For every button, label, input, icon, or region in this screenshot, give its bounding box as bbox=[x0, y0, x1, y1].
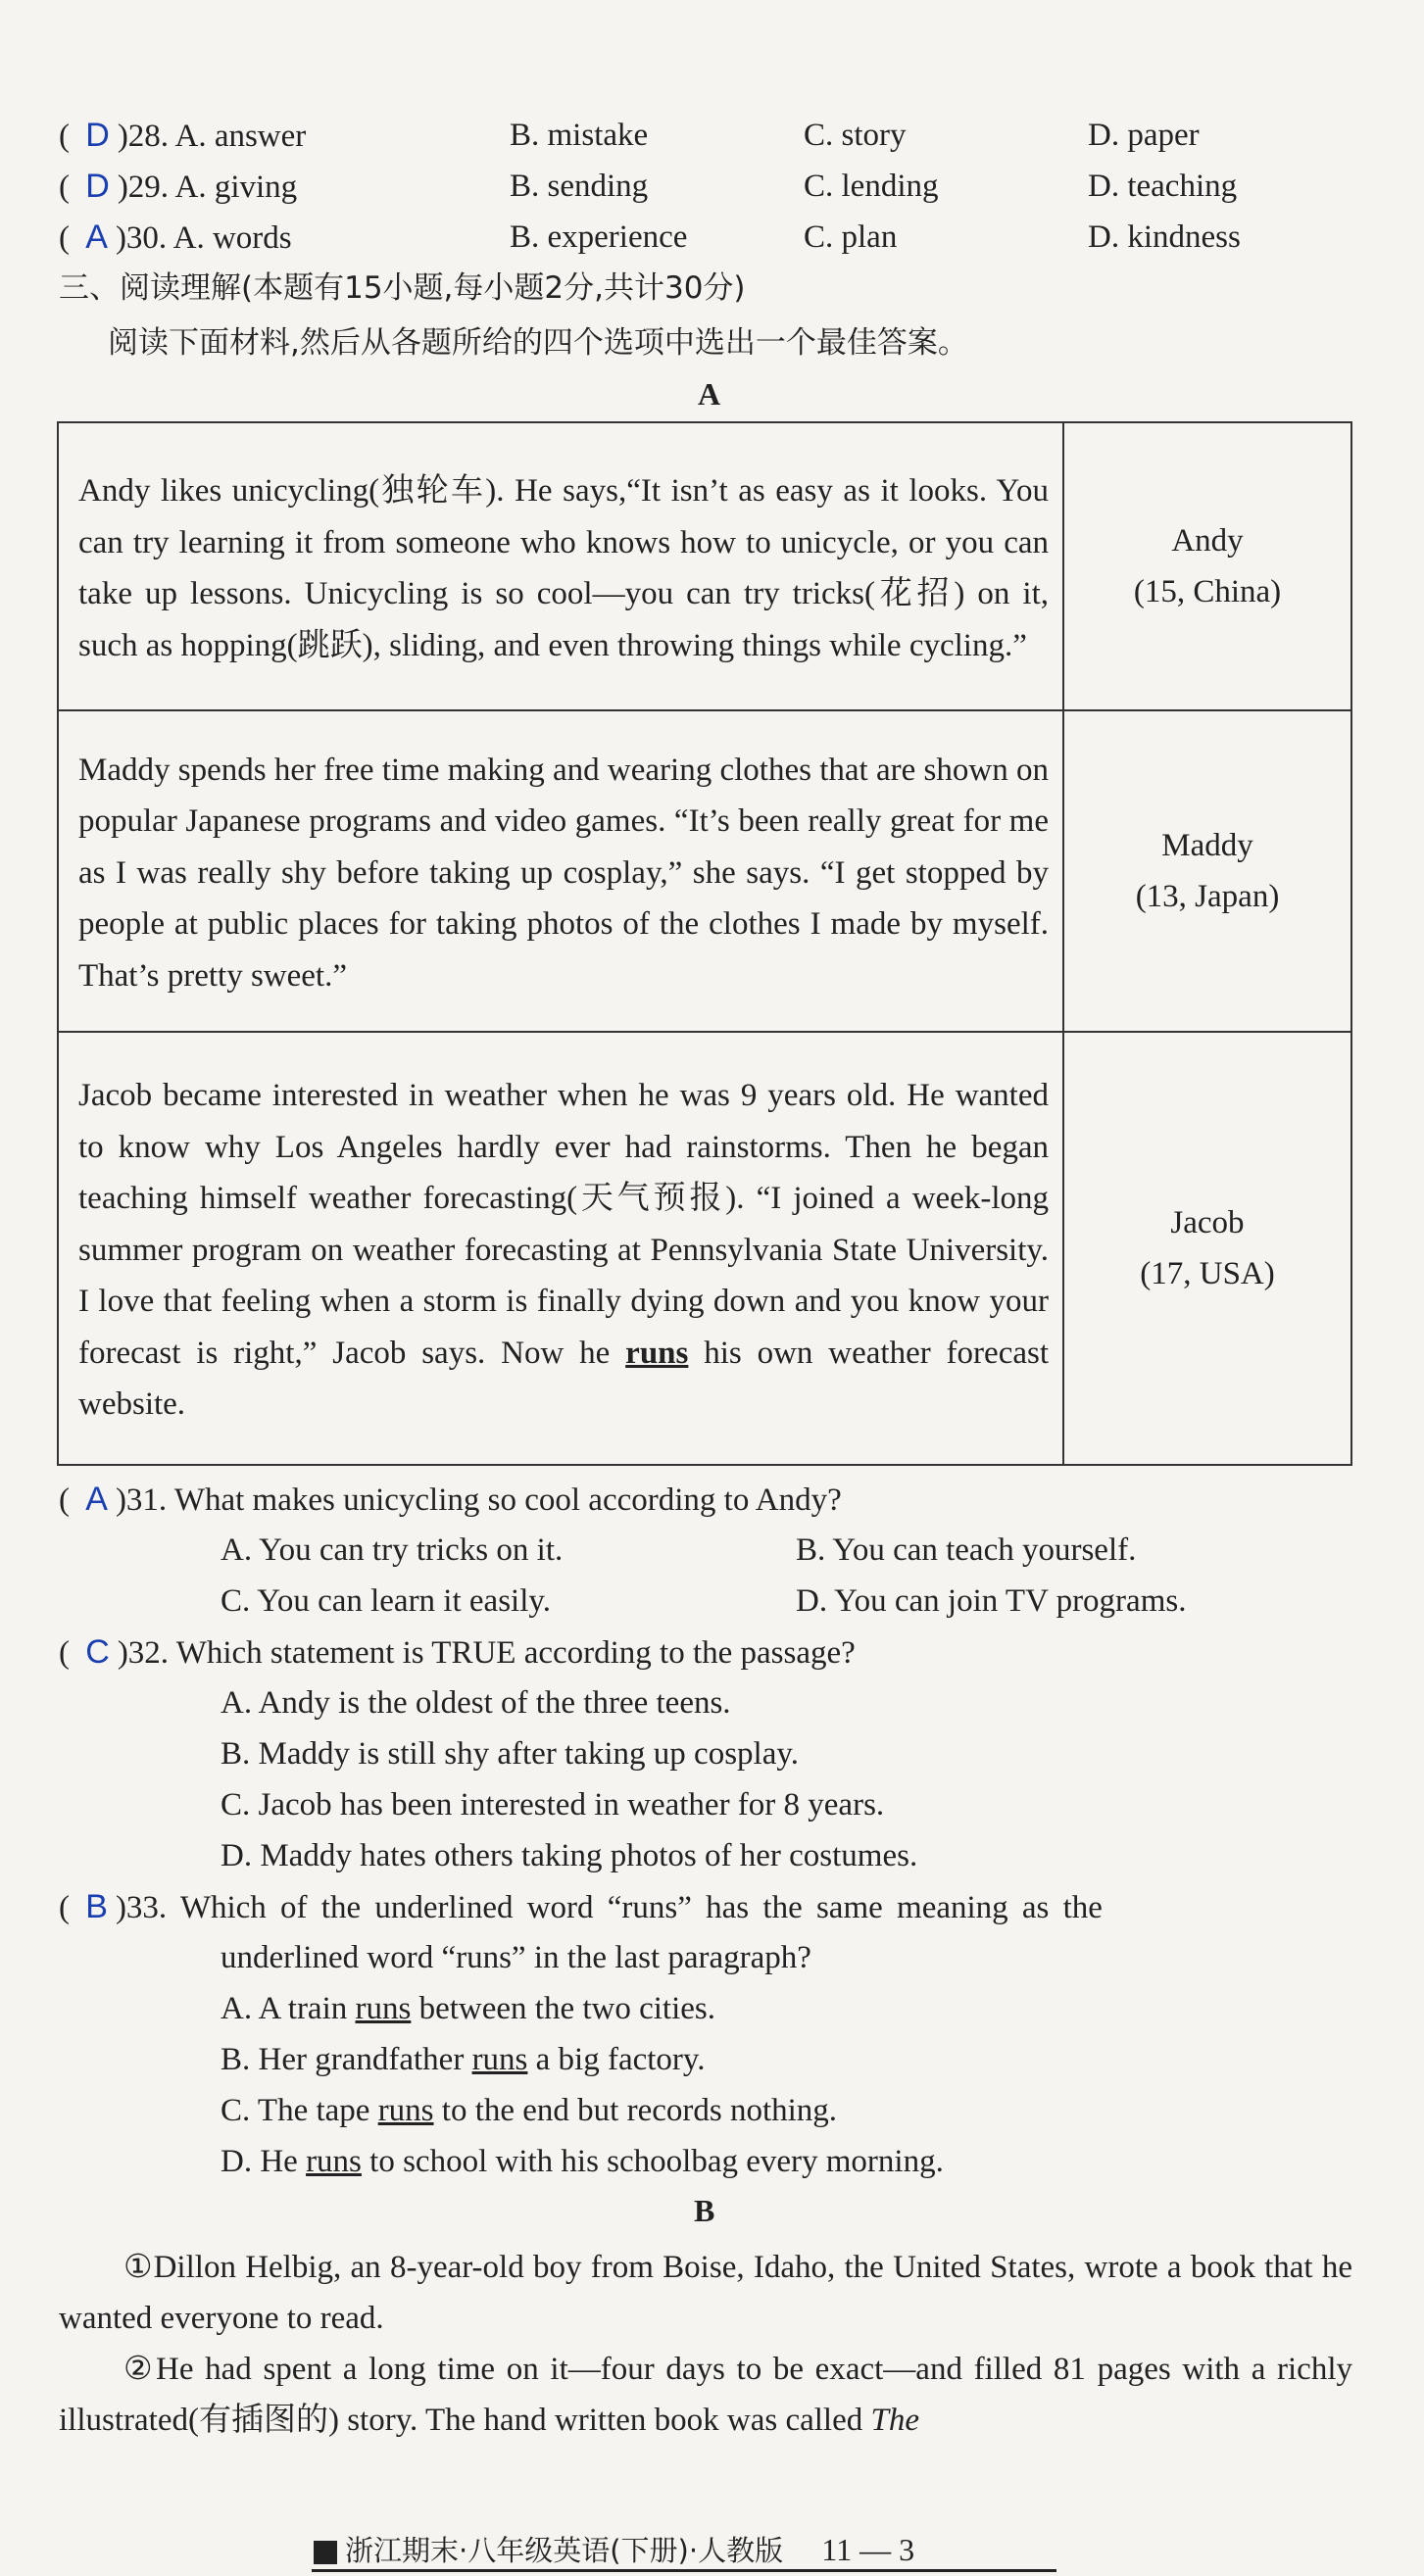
passage-b-paragraph-2 bbox=[59, 2344, 1352, 2446]
option-c bbox=[221, 2091, 837, 2130]
paren: ( bbox=[59, 1635, 70, 1671]
option-a bbox=[221, 1989, 715, 2028]
paragraph-text: ②He had spent a long time on it—four days to be exact—and filled 81 pages with a richly illustrated(有插图的) story. The hand written book was called bbox=[59, 2352, 1352, 2438]
question-33 bbox=[59, 1887, 1103, 1927]
option-text: to the end but records nothing. bbox=[433, 2093, 838, 2128]
option-a: )28. A. answer bbox=[117, 119, 307, 154]
option-c: C. Jacob has been interested in weather for 8 years. bbox=[221, 1787, 885, 1823]
option-text: D. He bbox=[221, 2144, 307, 2179]
passage-a-table bbox=[57, 421, 1352, 1466]
option-a: A. Andy is the oldest of the three teens. bbox=[221, 1685, 731, 1721]
paren: ( bbox=[59, 119, 70, 154]
option-c: C. You can learn it easily. bbox=[221, 1583, 551, 1619]
andy-profile bbox=[1063, 422, 1351, 710]
passage-b-paragraph-1: ①Dillon Helbig, an 8-year-old boy from Boise, Idaho, the United States, wrote a book that he wanted everyone to read. bbox=[59, 2250, 1352, 2336]
section-instruction: 阅读下面材料,然后从各题所给的四个选项中选出一个最佳答案。 bbox=[108, 325, 968, 361]
option-b: B. sending bbox=[510, 169, 649, 204]
option-d: D. paper bbox=[1088, 118, 1200, 153]
andy-name: Andy bbox=[1171, 523, 1244, 559]
question-30 bbox=[59, 218, 292, 258]
option-a: A. You can try tricks on it. bbox=[221, 1532, 564, 1568]
paren: ( bbox=[59, 1890, 70, 1925]
underlined-word: runs bbox=[306, 2144, 362, 2179]
option-d: D. You can join TV programs. bbox=[796, 1583, 1187, 1619]
question-stem: )31. What makes unicycling so cool according to Andy? bbox=[115, 1482, 842, 1518]
page-number: 11 — 3 bbox=[821, 2532, 915, 2567]
answer-mark: B bbox=[85, 1888, 108, 1925]
maddy-text: Maddy spends her free time making and wearing clothes that are shown on popular Japanese programs and video games. “It’s been really great for me as I was really shy before taking up cosplay,” she says. “I get stopped by people at public places for taking photos of the clothes I made by myself. That’s pretty sweet.” bbox=[58, 710, 1063, 1032]
passage-b-heading: B bbox=[694, 2193, 715, 2228]
jacob-text-after: his own weather forecast website. bbox=[78, 1335, 1049, 1423]
answer-mark: D bbox=[85, 117, 110, 154]
section-title: 三、阅读理解(本题有15小题,每小题2分,共计30分) bbox=[59, 270, 746, 306]
answer-mark: A bbox=[85, 219, 108, 256]
option-a: )29. A. giving bbox=[117, 170, 298, 205]
footer-rule bbox=[312, 2569, 1056, 2572]
question-29 bbox=[59, 167, 297, 207]
jacob-profile bbox=[1063, 1032, 1351, 1465]
runs-underlined: runs bbox=[625, 1335, 689, 1371]
option-b: B. You can teach yourself. bbox=[796, 1532, 1137, 1568]
option-d: D. teaching bbox=[1088, 169, 1238, 204]
option-c: C. story bbox=[804, 118, 907, 153]
andy-info: (15, China) bbox=[1133, 574, 1282, 609]
underlined-word: runs bbox=[355, 1991, 412, 2026]
question-stem-continued: underlined word “runs” in the last paragraph? bbox=[221, 1940, 811, 1975]
question-31 bbox=[59, 1480, 842, 1520]
footer-title: 浙江期末·八年级英语(下册)·人教版 bbox=[345, 2534, 784, 2567]
option-text: between the two cities. bbox=[411, 1991, 715, 2026]
question-stem: )33. Which of the underlined word “runs” has the same meaning as the bbox=[115, 1890, 1103, 1925]
jacob-text-before: Jacob became interested in weather when he was 9 years old. He wanted to know why Los Angeles hardly ever had rainstorms. Then he began teaching himself weather forecasting(天气预报). “I joined a week-long summer program on weather forecasting at Pennsylvania State University. I love that feeling when a storm is finally dying down and you know your forecast is right,” Jacob says. Now he bbox=[78, 1078, 1049, 1371]
maddy-info: (13, Japan) bbox=[1135, 879, 1280, 914]
page-footer bbox=[314, 2529, 914, 2569]
answer-mark: A bbox=[85, 1481, 108, 1518]
option-text: C. The tape bbox=[221, 2093, 378, 2128]
jacob-name: Jacob bbox=[1170, 1205, 1245, 1240]
andy-text: Andy likes unicycling(独轮车). He says,“It isn’t as easy as it looks. You can try learning it from someone who knows how to unicycle, or you can take up lessons. Unicycling is so cool—you can try tricks(花招) on it, such as hopping(跳跃), sliding, and even throwing things while cycling.” bbox=[58, 422, 1063, 710]
answer-mark: C bbox=[85, 1633, 110, 1671]
table-row bbox=[58, 1032, 1351, 1465]
answer-mark: D bbox=[85, 168, 110, 205]
option-text: A. A train bbox=[221, 1991, 356, 2026]
book-title-start: The bbox=[870, 2403, 919, 2438]
footer-square-icon bbox=[314, 2541, 337, 2564]
paren: ( bbox=[59, 220, 70, 256]
table-row bbox=[58, 710, 1351, 1032]
option-d: D. kindness bbox=[1088, 219, 1241, 255]
option-b: B. experience bbox=[510, 219, 688, 255]
option-b bbox=[221, 2040, 706, 2079]
option-text: to school with his schoolbag every morning. bbox=[361, 2144, 944, 2179]
maddy-name: Maddy bbox=[1161, 828, 1253, 863]
question-32 bbox=[59, 1632, 856, 1673]
table-row bbox=[58, 422, 1351, 710]
option-text: a big factory. bbox=[527, 2042, 706, 2077]
jacob-info: (17, USA) bbox=[1140, 1256, 1275, 1291]
maddy-profile bbox=[1063, 710, 1351, 1032]
question-28 bbox=[59, 116, 306, 156]
underlined-word: runs bbox=[377, 2093, 434, 2128]
question-stem: )32. Which statement is TRUE according to the passage? bbox=[117, 1635, 856, 1671]
option-text: B. Her grandfather bbox=[221, 2042, 472, 2077]
passage-a-heading: A bbox=[698, 376, 721, 412]
paren: ( bbox=[59, 170, 70, 205]
option-d: D. Maddy hates others taking photos of her costumes. bbox=[221, 1838, 918, 1873]
jacob-text bbox=[58, 1032, 1063, 1465]
option-b: B. mistake bbox=[510, 118, 649, 153]
option-c: C. lending bbox=[804, 169, 939, 204]
option-c: C. plan bbox=[804, 219, 898, 255]
option-b: B. Maddy is still shy after taking up cosplay. bbox=[221, 1736, 799, 1772]
underlined-word: runs bbox=[471, 2042, 528, 2077]
option-d bbox=[221, 2142, 944, 2181]
option-a: )30. A. words bbox=[115, 220, 292, 256]
paren: ( bbox=[59, 1482, 70, 1518]
